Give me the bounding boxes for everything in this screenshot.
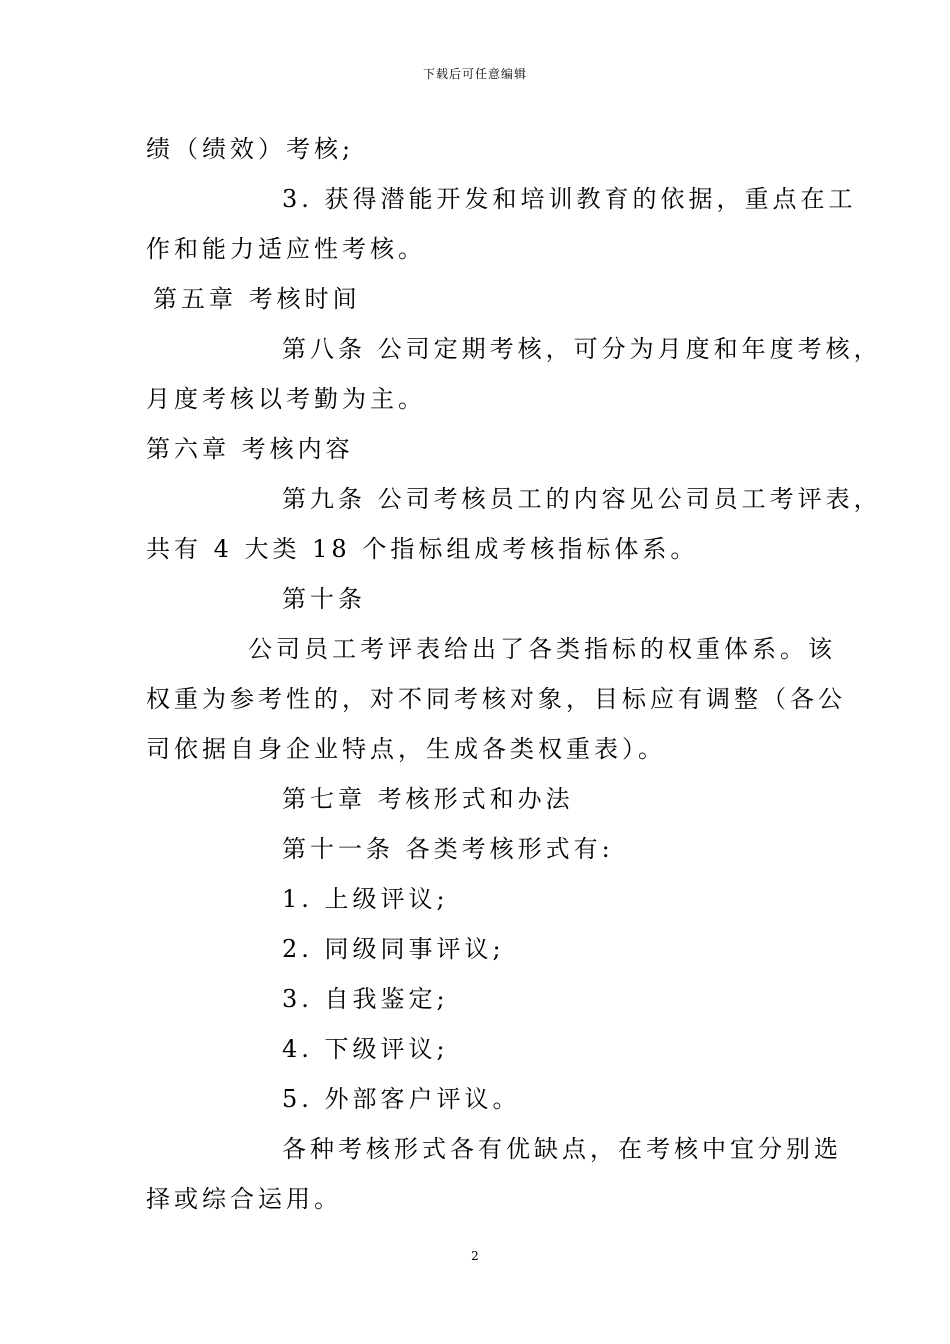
list-item-5: 5. 外部客户评议。 [282, 1085, 521, 1113]
page-header: 下载后可任意编辑 [422, 67, 527, 81]
body-line-22: 择或综合运用。 [146, 1185, 342, 1213]
body-line-1: 绩（绩效）考核; [146, 135, 355, 163]
body-line-6: 月度考核以考勤为主。 [146, 385, 426, 413]
list-item-1: 1. 上级评议; [282, 885, 449, 913]
list-item-3: 3. 自我鉴定; [282, 985, 449, 1013]
page-number: 2 [471, 1249, 479, 1263]
chapter-5-heading: 第五章 考核时间 [153, 285, 361, 313]
list-item-2: 2. 同级同事评议; [282, 935, 505, 963]
article-10-heading: 第十条 [282, 585, 366, 613]
chapter-7-heading: 第七章 考核形式和办法 [282, 785, 574, 813]
body-line-9: 共有 4 大类 18 个指标组成考核指标体系。 [146, 535, 699, 563]
list-item-4: 4. 下级评议; [282, 1035, 449, 1063]
body-line-3: 作和能力适应性考核。 [146, 235, 426, 263]
body-line-8: 第九条 公司考核员工的内容见公司员工考评表， [282, 485, 882, 513]
chapter-6-heading: 第六章 考核内容 [146, 435, 354, 463]
body-line-21: 各种考核形式各有优缺点，在考核中宜分别选 [282, 1135, 842, 1163]
body-line-13: 司依据自身企业特点，生成各类权重表）。 [146, 735, 666, 763]
body-line-5: 第八条 公司定期考核，可分为月度和年度考核， [282, 335, 882, 363]
body-line-11: 公司员工考评表给出了各类指标的权重体系。该 [248, 635, 836, 663]
body-line-15: 第十一条 各类考核形式有: [282, 835, 614, 863]
body-line-2: 3. 获得潜能开发和培训教育的依据，重点在工 [282, 185, 857, 213]
body-line-12: 权重为参考性的，对不同考核对象，目标应有调整（各公 [146, 685, 846, 713]
